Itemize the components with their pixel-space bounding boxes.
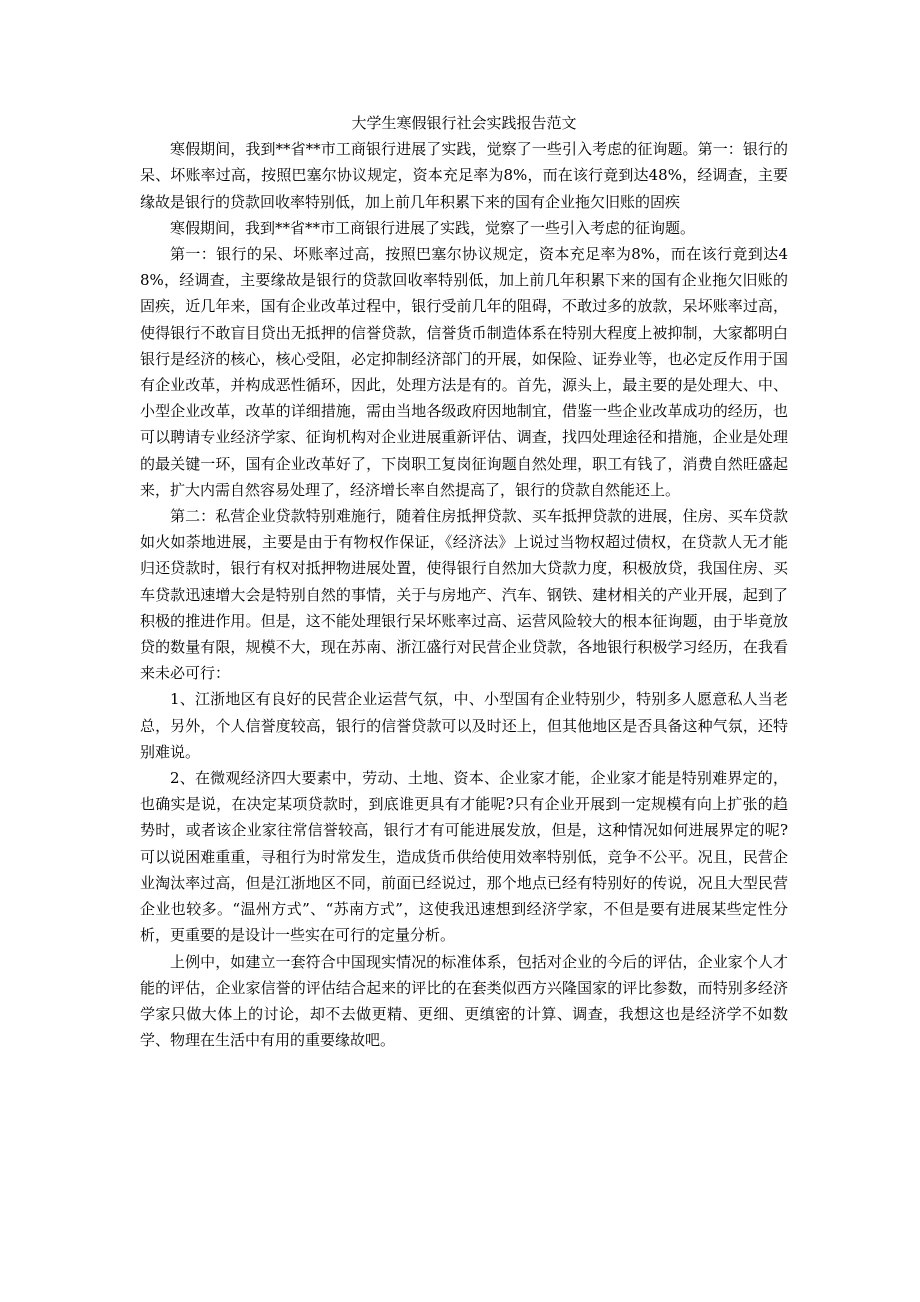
document-title: 大学生寒假银行社会实践报告范文	[351, 114, 577, 132]
paragraph-point-one: 第一：银行的呆、坏账率过高，按照巴塞尔协议规定，资本充足率为8%，而在该行竟到达48%，经调查，主要缘故是银行的贷款回收率特别低，加上前几年积累下来的国有企业拖欠旧账的固疾，近几年来，国有企业改革过程中，银行受前几年的阻碍，不敢过多的放款，呆坏账率过高，使得银行不敢盲目贷出无抵押的信誉贷款，信誉货币制造体系在特别大程度上被抑制，大家都明白银行是经济的核心，核心受阻，必定抑制经济部门的开展，如保险、证券业等，也必定反作用于国有企业改革，并构成恶性循环，因此，处理方法是有的。首先，源头上，最主要的是处理大、中、小型企业改革，改革的详细措施，需由当地各级政府因地制宜，借鉴一些企业改革成功的经历，也可以聘请专业经济学家、征询机构对企业进展重新评估、调查，找四处理途径和措施，企业是处理的最关键一环，国有企业改革好了，下岗职工复岗征询题自然处理，职工有钱了，消费自然旺盛起来，扩大内需自然容易处理了，经济增长率自然提高了，银行的贷款自然能还上。	[140, 245, 788, 499]
paragraph-intro: 寒假期间，我到**省**市工商银行进展了实践，觉察了一些引入考虑的征询题。	[170, 218, 696, 237]
paragraph-intro-summary: 寒假期间，我到**省**市工商银行进展了实践，觉察了一些引入考虑的征询题。第一：银行的呆、坏账率过高，按照巴塞尔协议规定，资本充足率为8%，而在该行竟到达48%，经调查，主要缘故是银行的贷款回收率特别低，加上前几年积累下来的国有企业拖欠旧账的固疾	[140, 140, 788, 211]
paragraph-point-two: 第二：私营企业贷款特别难施行，随着住房抵押贷款、买车抵押贷款的进展，住房、买车贷款如火如荼地进展，主要是由于有物权作保证，《经济法》上说过当物权超过债权，在贷款人无才能归还贷款时，银行有权对抵押物进展处置，使得银行自然加大贷款力度，积极放贷，我国住房、买车贷款迅速增大会是特别自然的事情，关于与房地产、汽车、钢铁、建材相关的产业开展，起到了积极的推进作用。但是，这不能处理银行呆坏账率过高、运营风险较大的根本征询题，由于毕竟放贷的数量有限，规模不大，现在苏南、浙江盛行对民营企业贷款，各地银行积极学习经历，在我看来未必可行：	[140, 507, 788, 683]
paragraph-item-1: 1、江浙地区有良好的民营企业运营气氛，中、小型国有企业特别少，特别多人愿意私人当老总，另外，个人信誉度较高，银行的信誉贷款可以及时还上，但其他地区是否具备这种气氛，还特别难说。	[140, 690, 788, 761]
document-page	[140, 110, 788, 1053]
paragraph-item-2: 2、在微观经济四大要素中，劳动、土地、资本、企业家才能，企业家才能是特别难界定的，也确实是说，在决定某项贷款时，到底谁更具有才能呢?只有企业开展到一定规模有向上扩张的趋势时，或者该企业家往常信誉较高，银行才有可能进展发放，但是，这种情况如何进展界定的呢?可以说困难重重，寻租行为时常发生，造成货币供给使用效率特别低，竞争不公平。况且，民营企业淘汰率过高，但是江浙地区不同，前面已经说过，那个地点已经有特别好的传说，况且大型民营企业也较多。“温州方式”、“苏南方式”，这使我迅速想到经济学家，不但是要有进展某些定性分析，更重要的是设计一些实在可行的定量分析。	[140, 769, 788, 945]
paragraph-conclusion: 上例中，如建立一套符合中国现实情况的标准体系，包括对企业的今后的评估，企业家个人才能的评估，企业家信誉的评估结合起来的评比的在套类似西方兴隆国家的评比参数，而特别多经济学家只做大体上的讨论，却不去做更精、更细、更缜密的计算、调查，我想这也是经济学不如数学、物理在生活中有用的重要缘故吧。	[140, 952, 788, 1050]
